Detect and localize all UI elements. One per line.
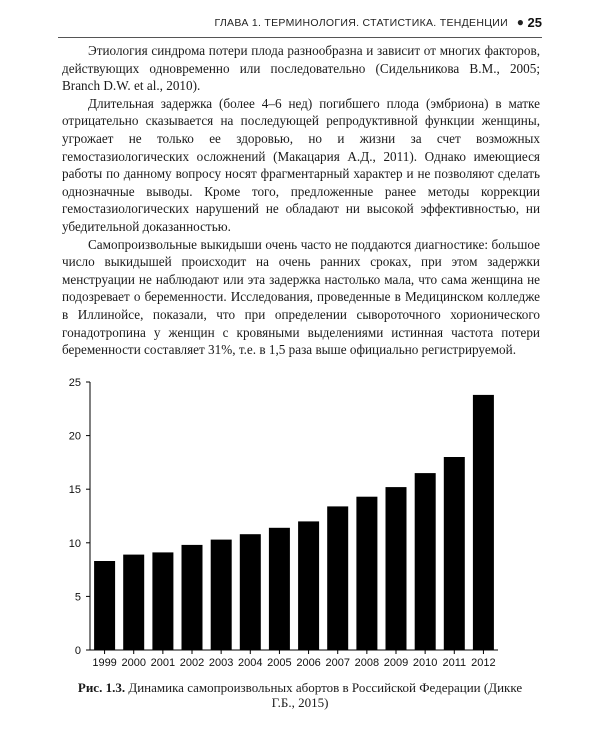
bar-2008	[356, 497, 377, 650]
x-tick-label: 2005	[267, 657, 292, 669]
bar-2001	[152, 552, 173, 650]
running-title: ГЛАВА 1. ТЕРМИНОЛОГИЯ. СТАТИСТИКА. ТЕНДЕНЦИИ	[214, 17, 508, 29]
bar-2000	[123, 555, 144, 650]
y-tick-label: 5	[74, 591, 81, 604]
bar-2012	[473, 395, 494, 650]
bar-2010	[415, 473, 436, 650]
y-tick-label: 25	[68, 377, 81, 389]
x-tick-label: 2011	[442, 657, 467, 669]
x-tick-label: 2012	[471, 657, 496, 669]
y-tick-label: 15	[68, 484, 81, 497]
bullet-icon: ●	[516, 15, 524, 29]
body-text	[62, 42, 540, 359]
x-tick-label: 2004	[238, 657, 263, 669]
bar-2007	[327, 506, 348, 650]
header-divider	[58, 37, 542, 38]
caption-label: Рис. 1.3.	[77, 680, 126, 695]
x-tick-label: 2006	[296, 657, 321, 669]
x-tick-label: 2000	[121, 657, 146, 669]
page-number: 25	[527, 15, 542, 30]
bar-2006	[298, 521, 319, 650]
x-tick-label: 2007	[325, 657, 350, 669]
bar-2005	[269, 528, 290, 650]
x-tick-label: 2003	[208, 657, 234, 669]
paragraph: Самопроизвольные выкидыши очень часто не поддаются диагностике: большое число выкидышей происходит на очень ранних сроках, при этом задержки менструации не наблюдают или эта задержка настолько мала, что сама женщина не подозревает о беременности. Исследования, проведенные в Медицинском колледже в Иллинойсе, показали, что при определении сывороточного хорионического гонадотропина у женщин с кровяными выделениями истинная частота потери беременности составляет 31%, т.е. в 1,5 раза выше официально регистрируемой.	[62, 236, 540, 358]
bar-2002	[182, 545, 203, 650]
x-tick-label: 1999	[92, 657, 117, 669]
x-tick-label: 2001	[150, 657, 176, 669]
bar-1999	[94, 561, 115, 650]
y-tick-label: 0	[74, 645, 81, 657]
caption-text: Динамика самопроизвольных абортов в Российской Федерации (Дикке Г.Б., 2015)	[125, 680, 523, 710]
paragraph: Длительная задержка (более 4–6 нед) погибшего плода (эмбриона) в матке отрицательно сказывается на последующей репродуктивной функции женщины, угрожает не только ее здоровью, но и жизни за счет возможных гемостазиологических осложнений (Макацария А.Д., 2011). Однако имеющиеся работы по данному вопросу носят фрагментарный характер и не позволяют сделать однозначные выводы. Кроме того, предложенные ранее методы коррекции гемостазиологических нарушений не обладают ни высокой эффективностью, ни убедительной доказанностью.	[62, 95, 540, 234]
bar-2011	[444, 457, 465, 650]
x-tick-label: 2010	[412, 657, 438, 669]
bar-chart	[56, 372, 510, 672]
x-tick-label: 2009	[383, 657, 409, 669]
bar-2003	[211, 540, 232, 650]
x-tick-label: 2008	[354, 657, 380, 669]
y-tick-label: 10	[68, 537, 81, 550]
bar-2004	[240, 534, 261, 650]
x-tick-label: 2002	[179, 657, 205, 669]
figure-caption	[70, 680, 530, 710]
chart-svg	[56, 372, 510, 672]
paragraph: Этиология синдрома потери плода разнообразна и зависит от многих факторов, действующих одновременно или последовательно (Сидельникова В.М., 2005; Branch D.W. et al., 2010).	[62, 43, 540, 94]
bar-2009	[386, 487, 407, 650]
y-tick-label: 20	[68, 430, 81, 443]
running-header	[0, 14, 600, 38]
